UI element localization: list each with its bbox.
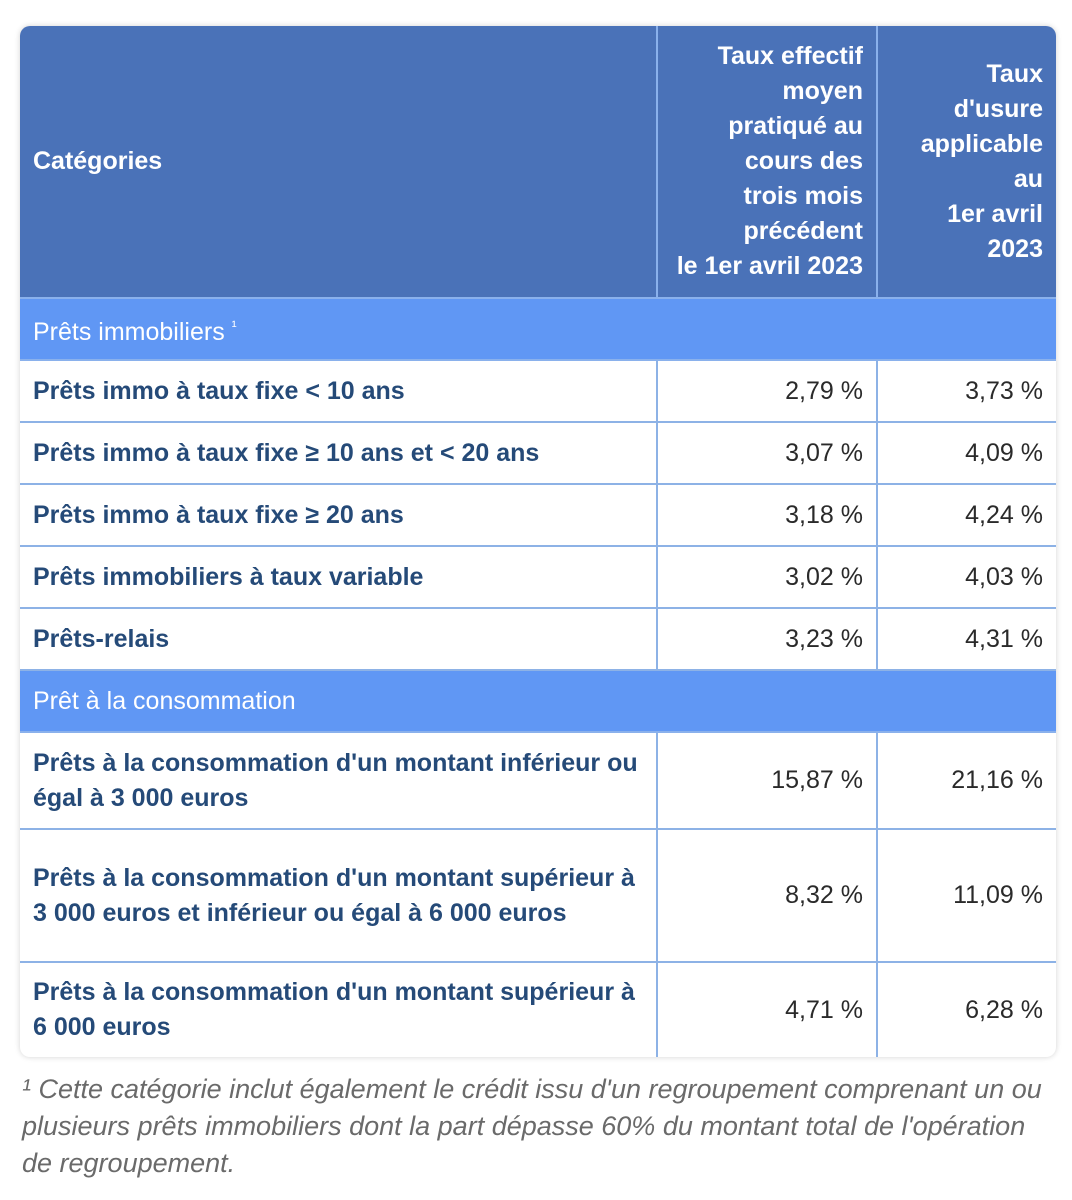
section-row-real-estate (20, 298, 1056, 360)
effective-rate-cell: 2,79 % (657, 360, 877, 422)
usury-rate-cell: 11,09 % (877, 829, 1056, 962)
section-row-consumer (20, 670, 1056, 732)
table-row (20, 360, 1056, 422)
row-label: Prêts immo à taux fixe < 10 ans (20, 360, 657, 422)
table-row (20, 608, 1056, 670)
usury-rate-cell: 4,09 % (877, 422, 1056, 484)
usury-rates-table-card (20, 26, 1056, 1057)
section-title (20, 298, 1056, 360)
usury-rate-cell: 21,16 % (877, 732, 1056, 829)
table-row (20, 962, 1056, 1057)
effective-rate-cell: 3,23 % (657, 608, 877, 670)
table-row (20, 546, 1056, 608)
table-header (20, 26, 1056, 298)
effective-rate-cell: 3,02 % (657, 546, 877, 608)
effective-rate-cell: 15,87 % (657, 732, 877, 829)
usury-rate-cell: 4,31 % (877, 608, 1056, 670)
section-title: Prêt à la consommation (20, 670, 1056, 732)
row-label: Prêts immobiliers à taux variable (20, 546, 657, 608)
row-label: Prêts à la consommation d'un montant inférieur ou égal à 3 000 euros (20, 732, 657, 829)
table-row (20, 422, 1056, 484)
row-label: Prêts à la consommation d'un montant supérieur à 6 000 euros (20, 962, 657, 1057)
row-label: Prêts immo à taux fixe ≥ 20 ans (20, 484, 657, 546)
header-category: Catégories (20, 26, 657, 298)
header-effective-rate: Taux effectif moyen pratiqué au cours des trois mois précédent le 1er avril 2023 (657, 26, 877, 298)
usury-rate-cell: 4,24 % (877, 484, 1056, 546)
row-label: Prêts à la consommation d'un montant supérieur à 3 000 euros et inférieur ou égal à 6 000 euros (20, 829, 657, 962)
table-row (20, 829, 1056, 962)
effective-rate-cell: 8,32 % (657, 829, 877, 962)
footnote-text: ¹ Cette catégorie inclut également le crédit issu d'un regroupement comprenant un ou plusieurs prêts immobiliers dont la part dépasse 60% du montant total de l'opération de regroupement. (22, 1074, 1042, 1178)
table-row (20, 732, 1056, 829)
table-row (20, 484, 1056, 546)
header-usury-rate: Taux d'usure applicable au 1er avril 2023 (877, 26, 1056, 298)
usury-rate-cell: 6,28 % (965, 995, 1043, 1024)
row-label: Prêts immo à taux fixe ≥ 10 ans et < 20 ans (20, 422, 657, 484)
effective-rate-cell: 3,18 % (657, 484, 877, 546)
effective-rate-cell: 4,71 % (657, 962, 877, 1057)
usury-rate-cell: 3,73 % (877, 360, 1056, 422)
usury-rates-table (20, 26, 1056, 1057)
section-title-text: Prêts immobiliers (33, 317, 225, 346)
usury-rate-cell: 4,03 % (877, 546, 1056, 608)
footnote-marker: ¹ (231, 317, 237, 335)
effective-rate-cell: 3,07 % (657, 422, 877, 484)
row-label: Prêts-relais (20, 608, 657, 670)
